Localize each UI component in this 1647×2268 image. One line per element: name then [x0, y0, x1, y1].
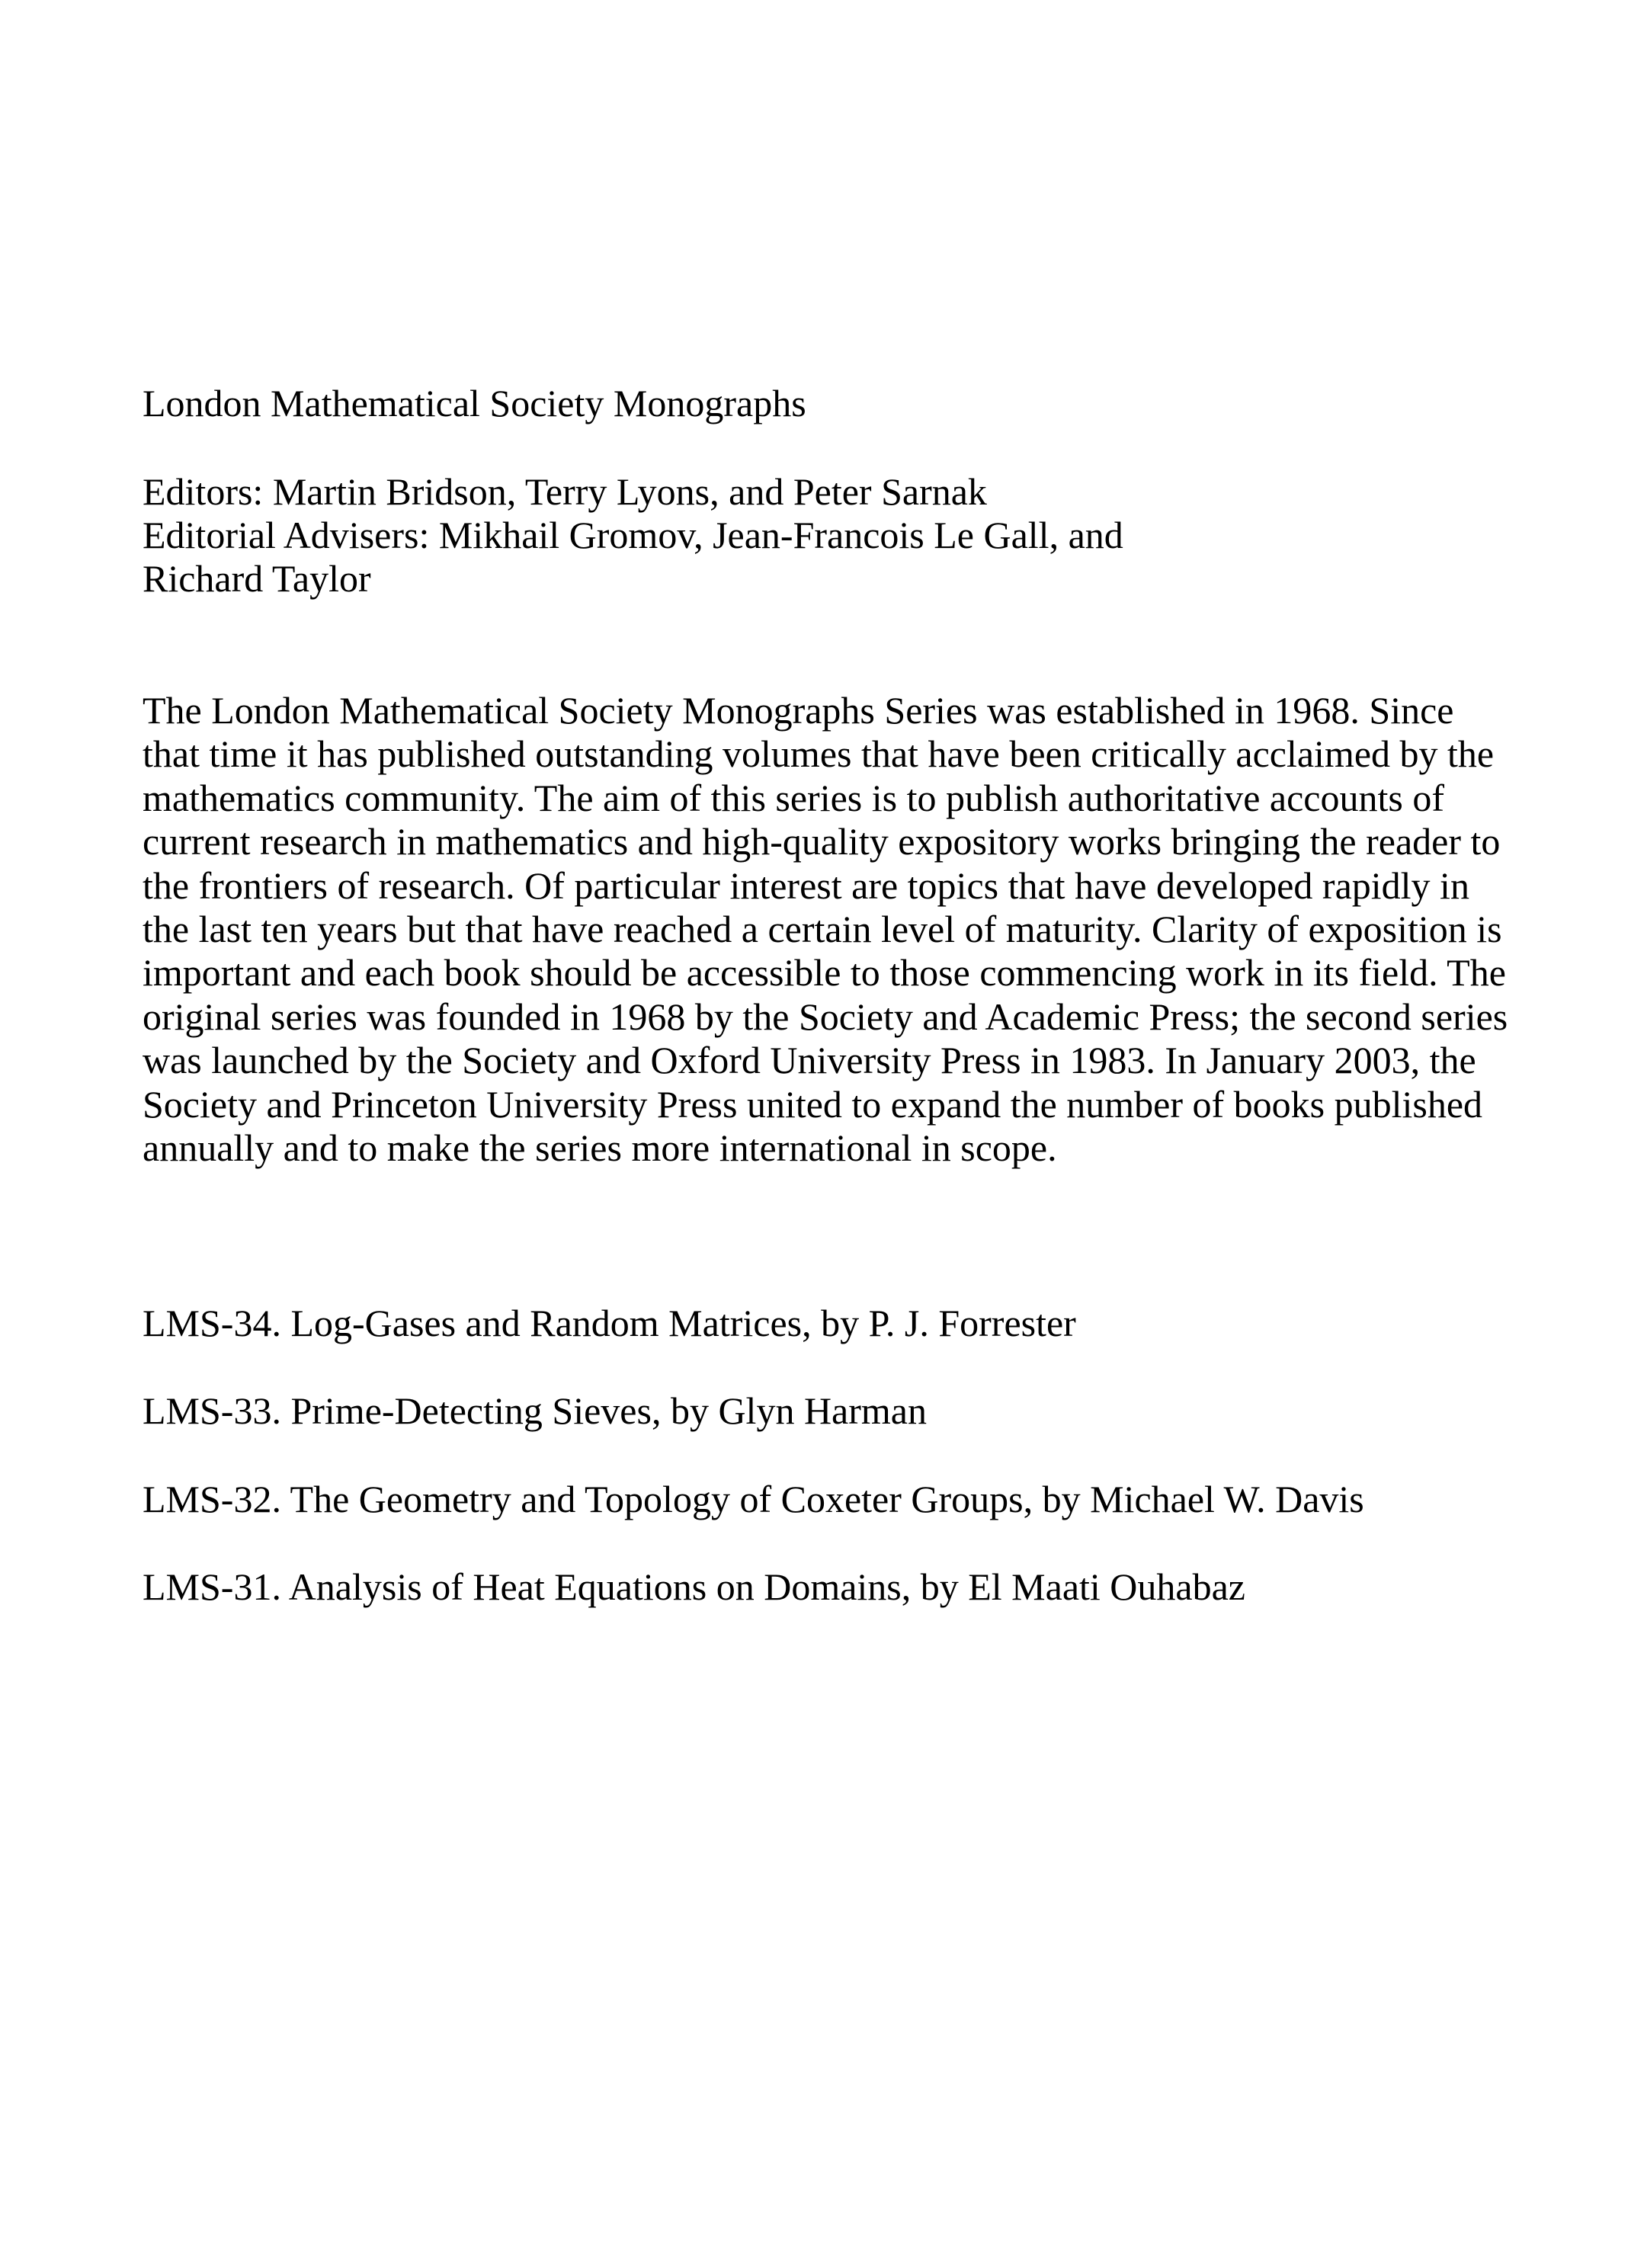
description-line: important and each book should be accessible to those commencing work in its field. The: [143, 951, 1506, 995]
advisers-line-continued: Richard Taylor: [143, 557, 371, 600]
volume-list-item: LMS-33. Prime-Detecting Sieves, by Glyn Harman: [143, 1389, 927, 1432]
description-line: current research in mathematics and high-quality expository works bringing the reader to: [143, 820, 1501, 863]
description-line: was launched by the Society and Oxford University Press in 1983. In January 2003, the: [143, 1039, 1476, 1082]
description-line: original series was founded in 1968 by the Society and Academic Press; the second series: [143, 995, 1508, 1038]
series-description: [143, 689, 1508, 1170]
description-line: that time it has published outstanding volumes that have been critically acclaimed by the: [143, 732, 1495, 776]
description-line: annually and to make the series more international in scope.: [143, 1126, 1057, 1170]
description-line: Society and Princeton University Press united to expand the number of books published: [143, 1082, 1483, 1126]
description-line: the last ten years but that have reached a certain level of maturity. Clarity of exposition is: [143, 908, 1502, 951]
description-line: The London Mathematical Society Monographs Series was established in 1968. Since: [143, 689, 1454, 732]
volume-list-item: LMS-31. Analysis of Heat Equations on Domains, by El Maati Ouhabaz: [143, 1565, 1245, 1608]
volume-list-item: LMS-34. Log-Gases and Random Matrices, by P. J. Forrester: [143, 1302, 1076, 1344]
advisers-line: Editorial Advisers: Mikhail Gromov, Jean-Francois Le Gall, and: [143, 514, 1123, 556]
description-line: mathematics community. The aim of this series is to publish authoritative accounts of: [143, 776, 1444, 819]
editors-line: Editors: Martin Bridson, Terry Lyons, and Peter Sarnak: [143, 470, 987, 513]
volume-list-item: LMS-32. The Geometry and Topology of Coxeter Groups, by Michael W. Davis: [143, 1478, 1364, 1520]
series-title: London Mathematical Society Monographs: [143, 382, 806, 424]
description-line: the frontiers of research. Of particular interest are topics that have developed rapidly in: [143, 863, 1469, 907]
